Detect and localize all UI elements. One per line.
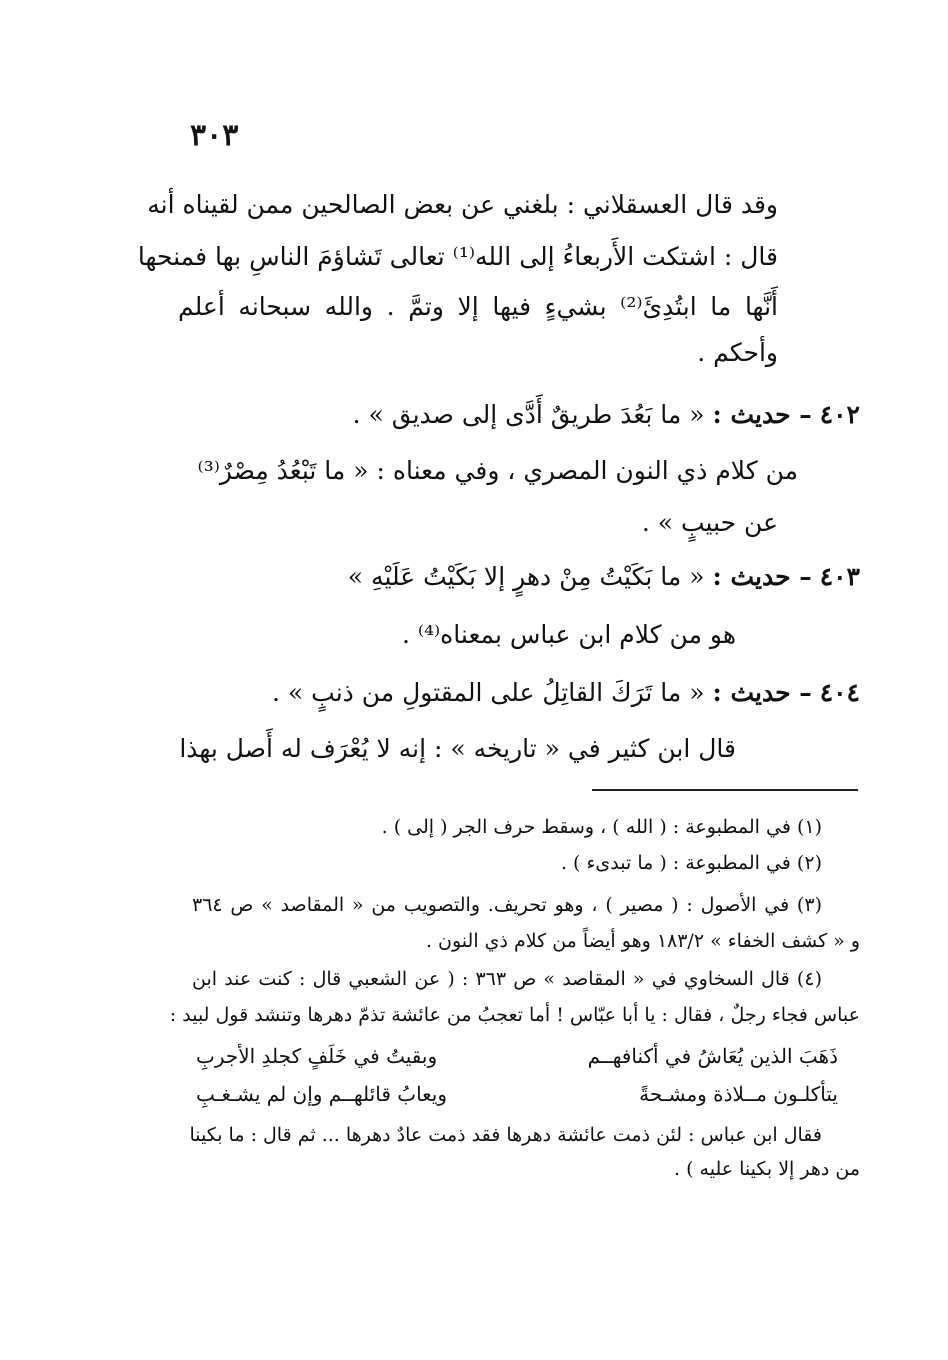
footnote-4-line: عباس فجاء رجلٌ ، فقال : يا أبا عبّاس ! أما تعجبُ من عائشة تذمّ دهرها وتنشد قول لبيد : <box>169 1004 860 1026</box>
entry-body-line: قال ابن كثير في « تاريخه » : إنه لا يُعْرَف له أَصل بهذا <box>179 734 736 763</box>
entry-text: « ما بَعُدَ طريقٌ أَدَّى إلى صديق » . <box>352 400 705 429</box>
entry-label: حديث : <box>712 678 791 707</box>
footnote-3-line: و « كشف الخفاء » ١٨٣/٢ وهو أيضاً من كلام ذي النون . <box>425 930 860 952</box>
intro-line: قال : اشتكت الأَربعاءُ إلى الله⁽¹⁾ تعالى تَشاؤمَ الناسِ بها فمنحها <box>137 242 778 271</box>
intro-line: وأحكم . <box>697 338 778 367</box>
entry-text: « ما بَكَيْتُ مِنْ دهرٍ إلا بَكَيْتُ عَلَيْهِ » <box>347 562 705 591</box>
intro-line: أَنَّها ما ابتُدِئَ⁽²⁾ بشيءٍ فيها إلا وتمَّ . والله سبحانه أعلم <box>178 292 778 321</box>
footnote-4-line: فقال ابن عباس : لئن ذمت عائشة دهرها فقد ذمت عادٌ دهرها ... ثم قال : ما بكينا <box>189 1124 822 1146</box>
hadith-entry-403: ٤٠٣ – حديث : « ما بَكَيْتُ مِنْ دهرٍ إلا بَكَيْتُ عَلَيْهِ » <box>347 562 860 591</box>
entry-number: ٤٠٤ <box>819 678 860 707</box>
poem-hemistich-right: ذَهَبَ الذين يُعَاشُ في أكنافهــم <box>587 1044 838 1068</box>
footnote-separator <box>592 789 858 791</box>
poem-hemistich-left: وبقيتُ في خَلَفٍ كجلدِ الأجربِ <box>196 1044 438 1068</box>
footnote-1: (١) في المطبوعة : ( الله ) ، وسقط حرف الجر ( إلى ) . <box>381 816 822 838</box>
entry-body-line: من كلام ذي النون المصري ، وفي معناه : « ما تَبْعُدُ مِصْرٌ⁽³⁾ <box>197 456 798 485</box>
footnote-2: (٢) في المطبوعة : ( ما تبدىء ) . <box>560 852 822 874</box>
entry-number: ٤٠٢ <box>819 400 860 429</box>
footnote-4-line: من دهر إلا بكينا عليه ) . <box>674 1158 860 1180</box>
page-number: ٣٠٣ <box>190 118 239 153</box>
entry-body-line: هو من كلام ابن عباس بمعناه⁽⁴⁾ . <box>401 620 736 649</box>
footnote-3-line: (٣) في الأصول : ( مصير ) ، وهو تحريف. والتصويب من « المقاصد » ص ٣٦٤ <box>192 894 822 916</box>
entry-label: حديث : <box>712 400 791 429</box>
entry-number: ٤٠٣ <box>819 562 860 591</box>
poem-hemistich-left: ويعابُ قائلهــم وإن لم يشـغـبِ <box>196 1082 448 1106</box>
intro-line: وقد قال العسقلاني : بلغني عن بعض الصالحين ممن لقيناه أنه <box>147 190 778 219</box>
entry-text: « ما تَرَكَ القاتِلُ على المقتولِ من ذنبٍ » . <box>272 678 705 707</box>
hadith-entry-404: ٤٠٤ – حديث : « ما تَرَكَ القاتِلُ على المقتولِ من ذنبٍ » . <box>272 678 860 707</box>
entry-label: حديث : <box>712 562 791 591</box>
hadith-entry-402: ٤٠٢ – حديث : « ما بَعُدَ طريقٌ أَدَّى إلى صديق » . <box>352 400 860 429</box>
entry-body-line: عن حبيبٍ » . <box>641 508 778 537</box>
poem-hemistich-right: يتأكلـون مــلاذة ومشـحةً <box>639 1082 838 1106</box>
footnote-4-line: (٤) قال السخاوي في « المقاصد » ص ٣٦٣ : ( عن الشعبي قال : كنت عند ابن <box>192 968 822 990</box>
